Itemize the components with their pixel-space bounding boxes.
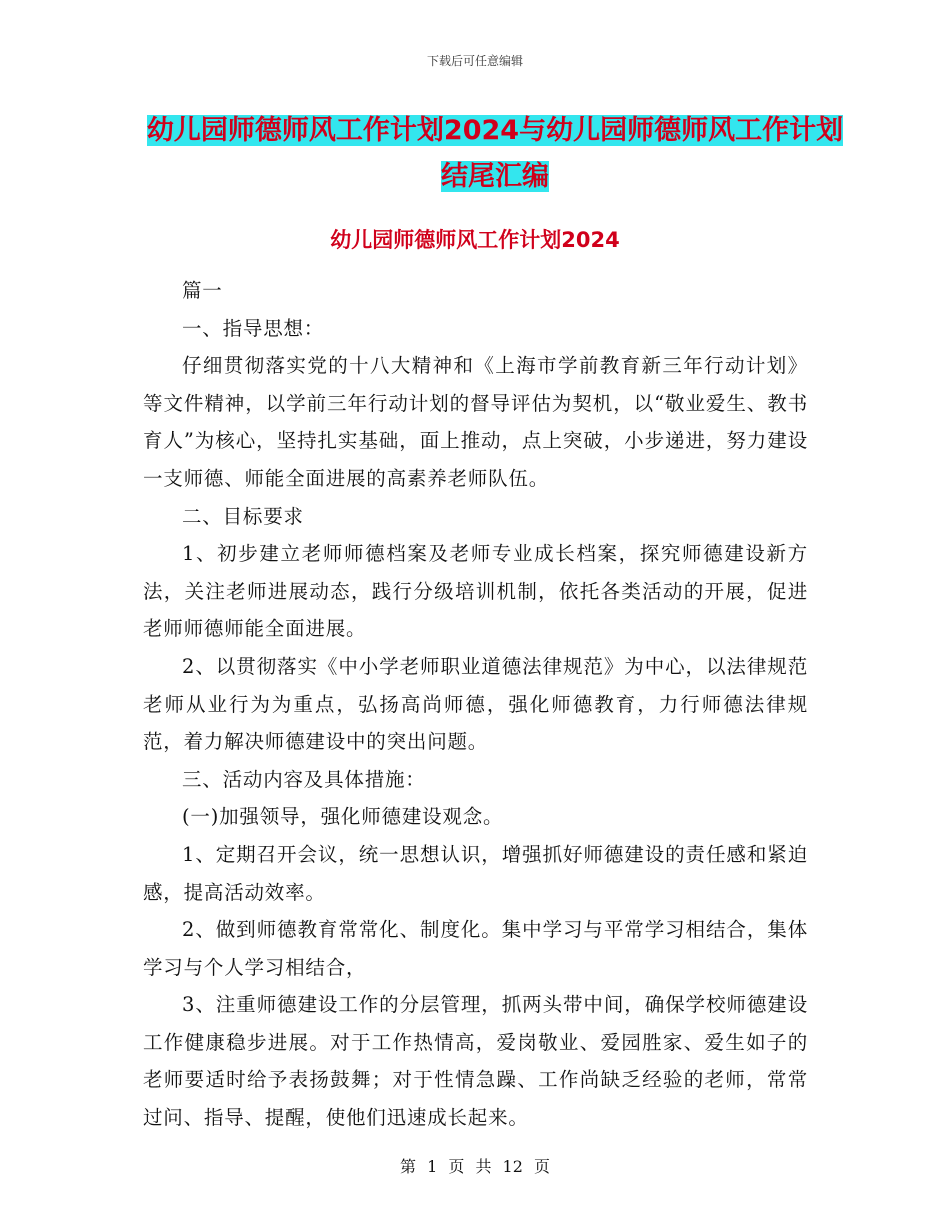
paragraph: 篇一 bbox=[182, 279, 223, 302]
paragraph: 1、初步建立老师师德档案及老师专业成长档案，探究师德建设新方法，关注老师进展动态，践行分级培训机制，依托各类活动的开展，促进老师师德师能全面进展。 bbox=[143, 542, 808, 641]
paragraph: 仔细贯彻落实党的十八大精神和《上海市学前教育新三年行动计划》等文件精神，以学前三年行动计划的督导评估为契机，以“敬业爱生、教书育人”为核心，坚持扎实基础，面上推动，点上突破，小步递进，努力建设一支师德、师能全面进展的高素养老师队伍。 bbox=[143, 354, 808, 490]
paragraph: 2、做到师德教育常常化、制度化。集中学习与平常学习相结合，集体学习与个人学习相结合， bbox=[143, 918, 808, 979]
page-footer: 第 1 页 共 12 页 bbox=[400, 1157, 550, 1176]
paragraph: 3、注重师德建设工作的分层管理，抓两头带中间，确保学校师德建设工作健康稳步进展。对于工作热情高，爱岗敬业、爱园胜家、爱生如子的老师要适时给予表扬鼓舞；对于性情急躁、工作尚缺乏经验的老师，常常过问、指导、提醒，使他们迅速成长起来。 bbox=[143, 993, 808, 1130]
paragraph: (一)加强领导，强化师德建设观念。 bbox=[182, 805, 504, 829]
header-note: 下载后可任意编辑 bbox=[426, 54, 523, 68]
document-body bbox=[143, 272, 808, 1137]
document-title-text: 幼儿园师德师风工作计划2024与幼儿园师德师风工作计划结尾汇编 bbox=[146, 115, 844, 192]
section-title: 幼儿园师德师风工作计划2024 bbox=[330, 228, 620, 252]
paragraph: 2、以贯彻落实《中小学老师职业道德法律规范》为中心，以法律规范老师从业行为为重点，弘扬高尚师德，强化师德教育，力行师德法律规范，着力解决师德建设中的突出问题。 bbox=[143, 654, 808, 754]
paragraph: 三、活动内容及具体措施： bbox=[182, 767, 426, 791]
document-title bbox=[140, 108, 850, 200]
paragraph: 一、指导思想： bbox=[182, 316, 325, 340]
paragraph: 二、目标要求 bbox=[182, 504, 304, 528]
paragraph: 1、定期召开会议，统一思想认识，增强抓好师德建设的责任感和紧迫感，提高活动效率。 bbox=[143, 842, 808, 904]
